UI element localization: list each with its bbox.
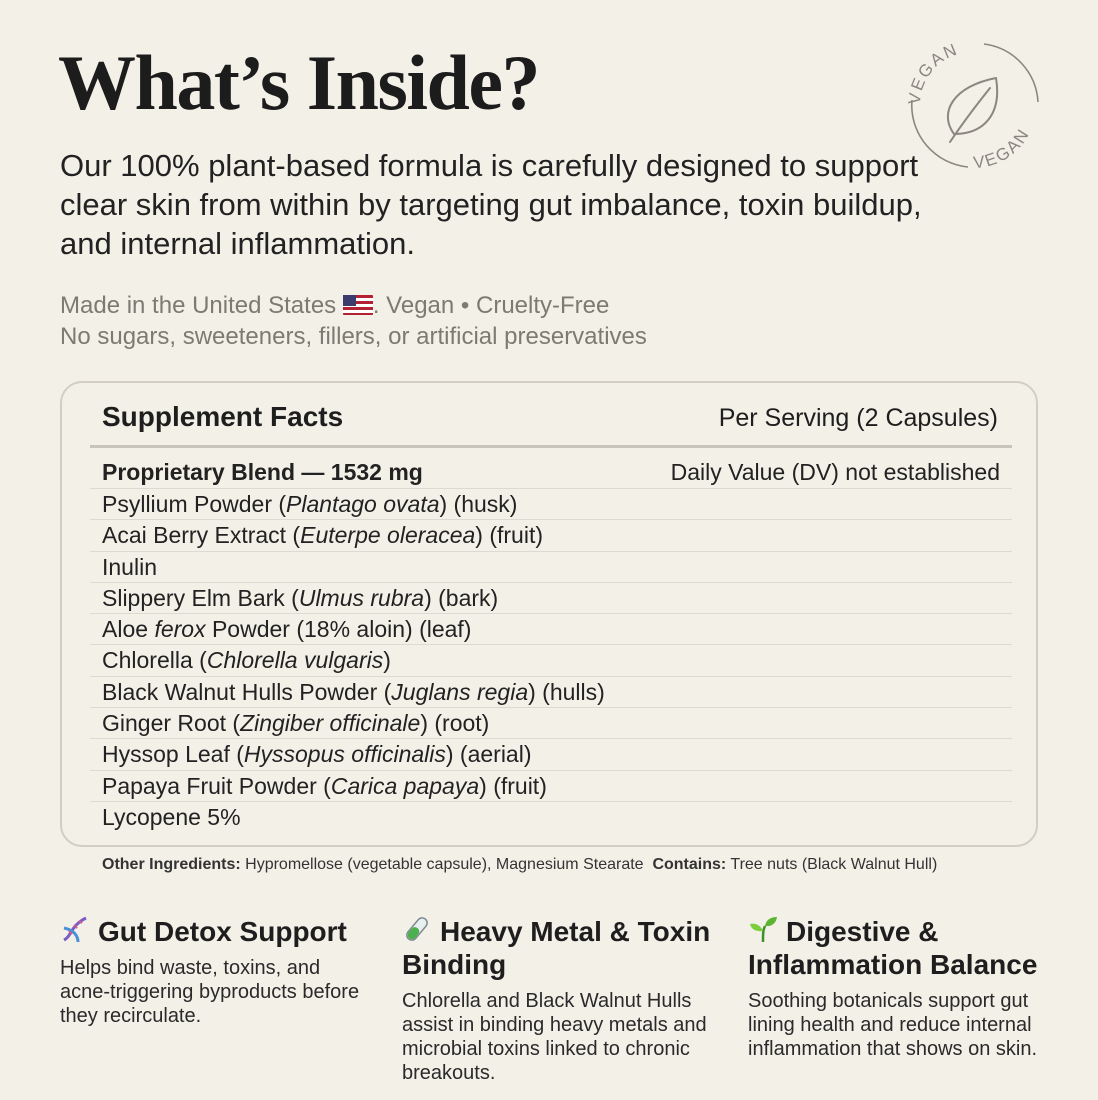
- dna-icon: [60, 914, 90, 944]
- page-title: What’s Inside?: [58, 39, 540, 126]
- blend-name: Proprietary Blend — 1532 mg: [102, 459, 423, 485]
- ingredient-name: Chlorella (Chlorella vulgaris): [102, 647, 391, 674]
- made-in-text: Made in the United States: [60, 292, 337, 319]
- ingredient-row: [90, 520, 1012, 551]
- other-ingredients-label: Other Ingredients:: [102, 856, 241, 873]
- ingredient-name: Hyssop Leaf (Hyssopus officinalis) (aerial): [102, 741, 532, 768]
- benefit-text: Soothing botanicals support gut lining health and reduce internal inflammation that shows on skin.: [748, 990, 1038, 1060]
- ingredient-row: [90, 677, 1012, 708]
- ingredient-row: [90, 708, 1012, 739]
- ingredient-name: Ginger Root (Zingiber officinale) (root): [102, 710, 490, 737]
- contains-label: Contains:: [652, 856, 727, 873]
- ingredient-row: [90, 739, 1012, 770]
- benefit-heavy-metal: [402, 914, 712, 1085]
- ingredient-name: Psyllium Powder (Plantago ovata) (husk): [102, 491, 518, 517]
- no-additives-text: No sugars, sweeteners, fillers, or artificial preservatives: [60, 323, 647, 350]
- ingredient-name: Lycopene 5%: [102, 803, 241, 830]
- ingredient-row: [90, 645, 1012, 676]
- benefit-digestive: [748, 914, 1058, 1061]
- other-ingredients-value: Hypromellose (vegetable capsule), Magnesium Stearate: [240, 856, 644, 873]
- ingredient-name: Acai Berry Extract (Euterpe oleracea) (fruit): [102, 522, 544, 549]
- vegan-badge: [898, 30, 1048, 180]
- seedling-icon: [748, 914, 778, 944]
- ingredient-list: [90, 455, 1012, 833]
- benefit-gut-detox: [60, 914, 370, 1028]
- ingredient-name: Inulin: [102, 553, 157, 580]
- leaf-icon: [948, 78, 997, 142]
- benefit-text: Helps bind waste, toxins, and acne-triggering byproducts before they recirculate.: [60, 957, 360, 1027]
- intro-text: Our 100% plant-based formula is carefully designed to support clear skin from within by targeting gut imbalance, toxin buildup, and internal inflammation.: [60, 148, 922, 261]
- ingredient-name: Aloe ferox Powder (18% aloin) (leaf): [102, 616, 472, 643]
- ingredient-row: [90, 489, 1012, 520]
- benefit-title: Gut Detox Support: [60, 914, 370, 948]
- contains-value: Tree nuts (Black Walnut Hull): [726, 856, 938, 873]
- ingredient-row: [90, 614, 1012, 645]
- benefit-text: Chlorella and Black Walnut Hulls assist in binding heavy metals and microbial toxins linked to chronic breakouts.: [402, 990, 707, 1084]
- ingredient-row: [90, 552, 1012, 583]
- benefit-title: Heavy Metal & Toxin Binding: [402, 916, 711, 980]
- test-tube-icon: [402, 914, 432, 944]
- ingredient-name: Slippery Elm Bark (Ulmus rubra) (bark): [102, 584, 499, 611]
- blend-row: [90, 455, 1012, 489]
- facts-divider: [90, 445, 1012, 448]
- supplement-facts-panel: [60, 381, 1038, 847]
- serving-size: Per Serving (2 Capsules): [718, 404, 998, 432]
- benefit-title: Digestive & Inflammation Balance: [748, 916, 1038, 980]
- badge-text-top: VEGAN: [904, 39, 962, 106]
- us-flag-icon: [343, 295, 373, 315]
- ingredient-row: [90, 771, 1012, 802]
- facts-title: Supplement Facts: [102, 401, 344, 432]
- other-ingredients-line: [102, 856, 1062, 874]
- ingredient-name: Black Walnut Hulls Powder (Juglans regia) (hulls): [102, 678, 605, 705]
- blend-dv: Daily Value (DV) not established: [670, 459, 1000, 485]
- ingredient-row: [90, 583, 1012, 614]
- product-meta: [60, 290, 960, 352]
- ingredient-row: [90, 802, 1012, 833]
- ingredient-name: Papaya Fruit Powder (Carica papaya) (fruit): [102, 772, 547, 799]
- made-in-line: [60, 290, 960, 321]
- vegan-cruelty-free-text: . Vegan • Cruelty-Free: [372, 292, 610, 319]
- facts-header: [102, 401, 998, 433]
- badge-text-bottom: VEGAN: [972, 124, 1034, 173]
